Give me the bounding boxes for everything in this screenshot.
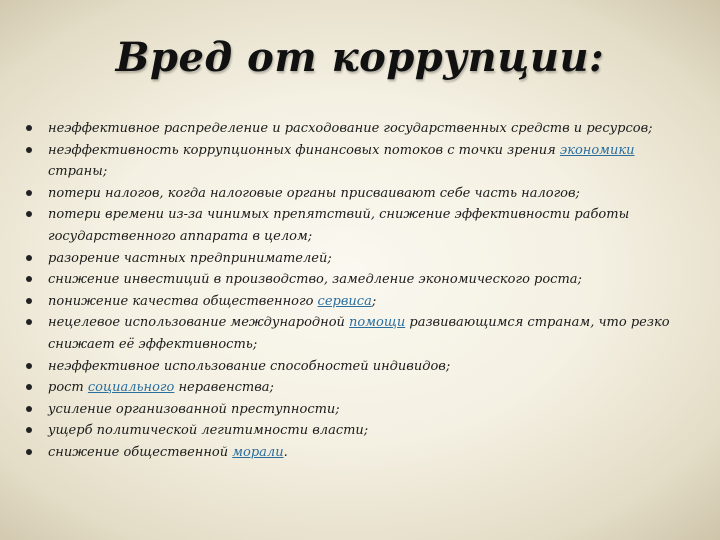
bullet-text: снижение общественной: [48, 444, 233, 460]
bullet-item: [22, 312, 686, 355]
bullet-dot-icon: [26, 449, 32, 455]
bullet-text: неэффективное распределение и расходование государственных средств и ресурсов;: [48, 121, 653, 136]
bullet-item: [22, 291, 686, 313]
bullet-text: неэффективность коррупционных финансовых потоков с точки зрения: [48, 142, 560, 158]
bullet-dot-icon: [26, 211, 32, 217]
bullet-text: неэффективное использование способностей индивидов;: [48, 358, 451, 374]
bullet-dot-icon: [26, 298, 32, 304]
bullet-item: [22, 420, 686, 442]
bullet-text: рост: [48, 380, 88, 396]
bullet-text: ущерб политической легитимности власти;: [48, 423, 369, 439]
bullet-item: [22, 118, 686, 140]
bullet-link[interactable]: сервиса: [317, 293, 372, 309]
bullet-link[interactable]: социального: [87, 380, 175, 396]
bullet-item: [22, 269, 686, 291]
bullet-item: [22, 204, 686, 247]
bullet-text-after: страны;: [48, 164, 108, 180]
bullet-link[interactable]: помощи: [349, 315, 406, 331]
bullet-dot-icon: [26, 276, 32, 282]
bullet-item: [22, 248, 686, 270]
bullet-item: [22, 183, 686, 205]
bullet-text: снижение инвестиций в производство, замедление экономического роста;: [48, 272, 582, 288]
bullet-text: усиление организованной преступности;: [48, 401, 340, 417]
bullet-text: разорение частных предпринимателей;: [48, 250, 332, 266]
bullet-text: потери времени из-за чинимых препятствий, снижение эффективности работы государственного аппарата в целом;: [48, 207, 630, 244]
bullet-text-after: ;: [371, 293, 377, 309]
bullet-item: [22, 356, 686, 378]
bullet-dot-icon: [26, 190, 32, 196]
bullet-link[interactable]: экономики: [559, 142, 635, 158]
bullet-text: потери налогов, когда налоговые органы присваивают себе часть налогов;: [48, 185, 580, 201]
bullet-dot-icon: [26, 427, 32, 433]
bullet-dot-icon: [26, 255, 32, 261]
slide-title: Вред от коррупции:: [115, 34, 605, 81]
bullet-dot-icon: [26, 363, 32, 369]
bullet-dot-icon: [26, 319, 32, 325]
bullet-item: [22, 442, 686, 464]
bullet-dot-icon: [26, 147, 32, 153]
bullet-dot-icon: [26, 406, 32, 412]
bullet-text: понижение качества общественного: [48, 293, 318, 309]
bullet-text-after: неравенства;: [174, 380, 274, 396]
bullet-text: нецелевое использование международной: [48, 315, 350, 331]
bullet-dot-icon: [26, 125, 32, 131]
bullet-list: [22, 118, 686, 464]
bullet-text-after: развивающимся странам, что резко снижает её эффективность;: [48, 315, 670, 352]
bullet-link[interactable]: морали: [232, 444, 284, 460]
bullet-item: [22, 399, 686, 421]
bullet-text-after: .: [283, 444, 288, 460]
bullet-dot-icon: [26, 384, 32, 390]
bullet-item: [22, 140, 686, 183]
bullet-item: [22, 377, 686, 399]
